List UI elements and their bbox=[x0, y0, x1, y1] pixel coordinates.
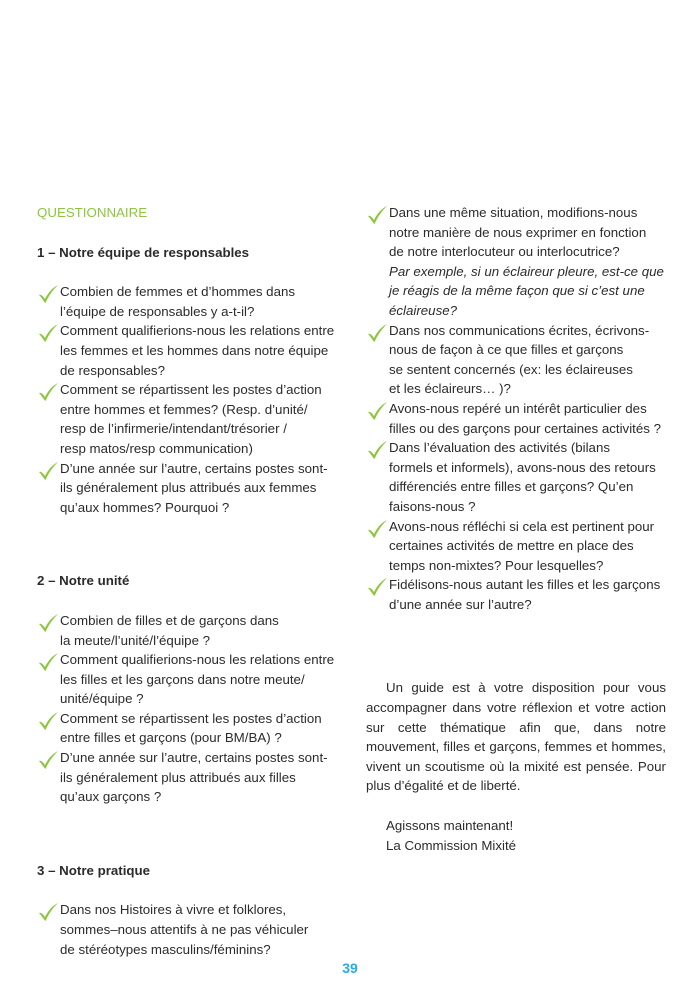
question-item: Comment qualifierions-nous les relations entre les filles et les garçons dans notre meute/ unité/équipe ? bbox=[37, 650, 337, 709]
checkmark-icon bbox=[37, 382, 59, 402]
question-item: Dans l’évaluation des activités (bilans formels et informels), avons-nous des retours différenciés entre filles et garçons? Qu’en faisons-nous ? bbox=[366, 438, 666, 516]
example-text: Par exemple, si un éclaireur pleure, est-ce que bbox=[389, 263, 664, 279]
checkmark-icon bbox=[37, 652, 59, 672]
section-heading-3: 3 – Notre pratique bbox=[37, 862, 151, 878]
question-item: Comment qualifierions-nous les relations entre les femmes et les hommes dans notre équipe de responsables? bbox=[37, 321, 337, 380]
page-number: 39 bbox=[342, 960, 358, 976]
checkmark-icon bbox=[366, 519, 388, 539]
question-item: Dans nos Histoires à vivre et folklores, sommes–nous attentifs à ne pas véhiculer de stéréotypes masculins/féminins? bbox=[37, 900, 337, 959]
checkmark-icon bbox=[37, 711, 59, 731]
section-heading-1: 1 – Notre équipe de responsables bbox=[37, 244, 250, 260]
question-item: Fidélisons-nous autant les filles et les garçons d’une année sur l’autre? bbox=[366, 575, 666, 614]
checkmark-icon bbox=[37, 613, 59, 633]
section-heading-2: 2 – Notre unité bbox=[37, 573, 130, 589]
question-item: Avons-nous réfléchi si cela est pertinent pour certaines activités de mettre en place des temps non-mixtes? Pour lesquelles? bbox=[366, 517, 666, 576]
question-item: D’une année sur l’autre, certains postes sont- ils généralement plus attribués aux femmes qu’aux hommes? Pourquoi ? bbox=[37, 459, 337, 518]
question-item: Combien de filles et de garçons dans la meute/l’unité/l’équipe ? bbox=[37, 611, 337, 650]
questionnaire-title: QUESTIONNAIRE bbox=[37, 205, 148, 220]
question-item: Avons-nous repéré un intérêt particulier des filles ou des garçons pour certaines activités ? bbox=[366, 399, 666, 438]
example-text: éclaireuse? bbox=[389, 302, 458, 318]
right-column bbox=[366, 203, 666, 855]
checkmark-icon bbox=[37, 323, 59, 343]
checkmark-icon bbox=[37, 750, 59, 770]
signature: La Commission Mixité bbox=[386, 837, 517, 853]
checkmark-icon bbox=[366, 323, 388, 343]
checkmark-icon bbox=[366, 205, 388, 225]
checkmark-icon bbox=[37, 461, 59, 481]
checkmark-icon bbox=[366, 577, 388, 597]
example-text: je réagis de la même façon que si c’est une bbox=[389, 283, 645, 299]
question-item: Comment se répartissent les postes d’action entre hommes et femmes? (Resp. d’unité/ resp de l’infirmerie/intendant/trésorier / resp matos/resp communication) bbox=[37, 380, 337, 458]
left-column bbox=[37, 203, 337, 959]
question-item: Dans une même situation, modifions-nous notre manière de nous exprimer en fonction de notre interlocuteur ou interlocutrice? Par exemple, si un éclaireur pleure, est-ce que je réagis de la même façon que si c’est une éclaireuse? bbox=[366, 203, 666, 321]
question-item: D’une année sur l’autre, certains postes sont- ils généralement plus attribués aux filles qu’aux garçons ? bbox=[37, 748, 337, 807]
question-item: Dans nos communications écrites, écrivons- nous de façon à ce que filles et garçons se sentent concernés (ex: les éclaireuses et les éclaireurs… )? bbox=[366, 321, 666, 399]
checkmark-icon bbox=[37, 902, 59, 922]
question-item: Comment se répartissent les postes d’action entre filles et garçons (pour BM/BA) ? bbox=[37, 709, 337, 748]
checkmark-icon bbox=[366, 440, 388, 460]
checkmark-icon bbox=[37, 284, 59, 304]
question-item: Combien de femmes et d’hommes dans l’équipe de responsables y a-t-il? bbox=[37, 282, 337, 321]
guide-paragraph: Un guide est à votre disposition pour vous accompagner dans votre réflexion et votre action sur cette thématique afin que, dans notre mouvement, filles et garçons, femmes et hommes, vivent un scoutisme où la mixité est pensée. Pour plus d’égalité et de liberté. bbox=[366, 680, 666, 794]
closing-line: Agissons maintenant! bbox=[386, 818, 514, 834]
checkmark-icon bbox=[366, 401, 388, 421]
